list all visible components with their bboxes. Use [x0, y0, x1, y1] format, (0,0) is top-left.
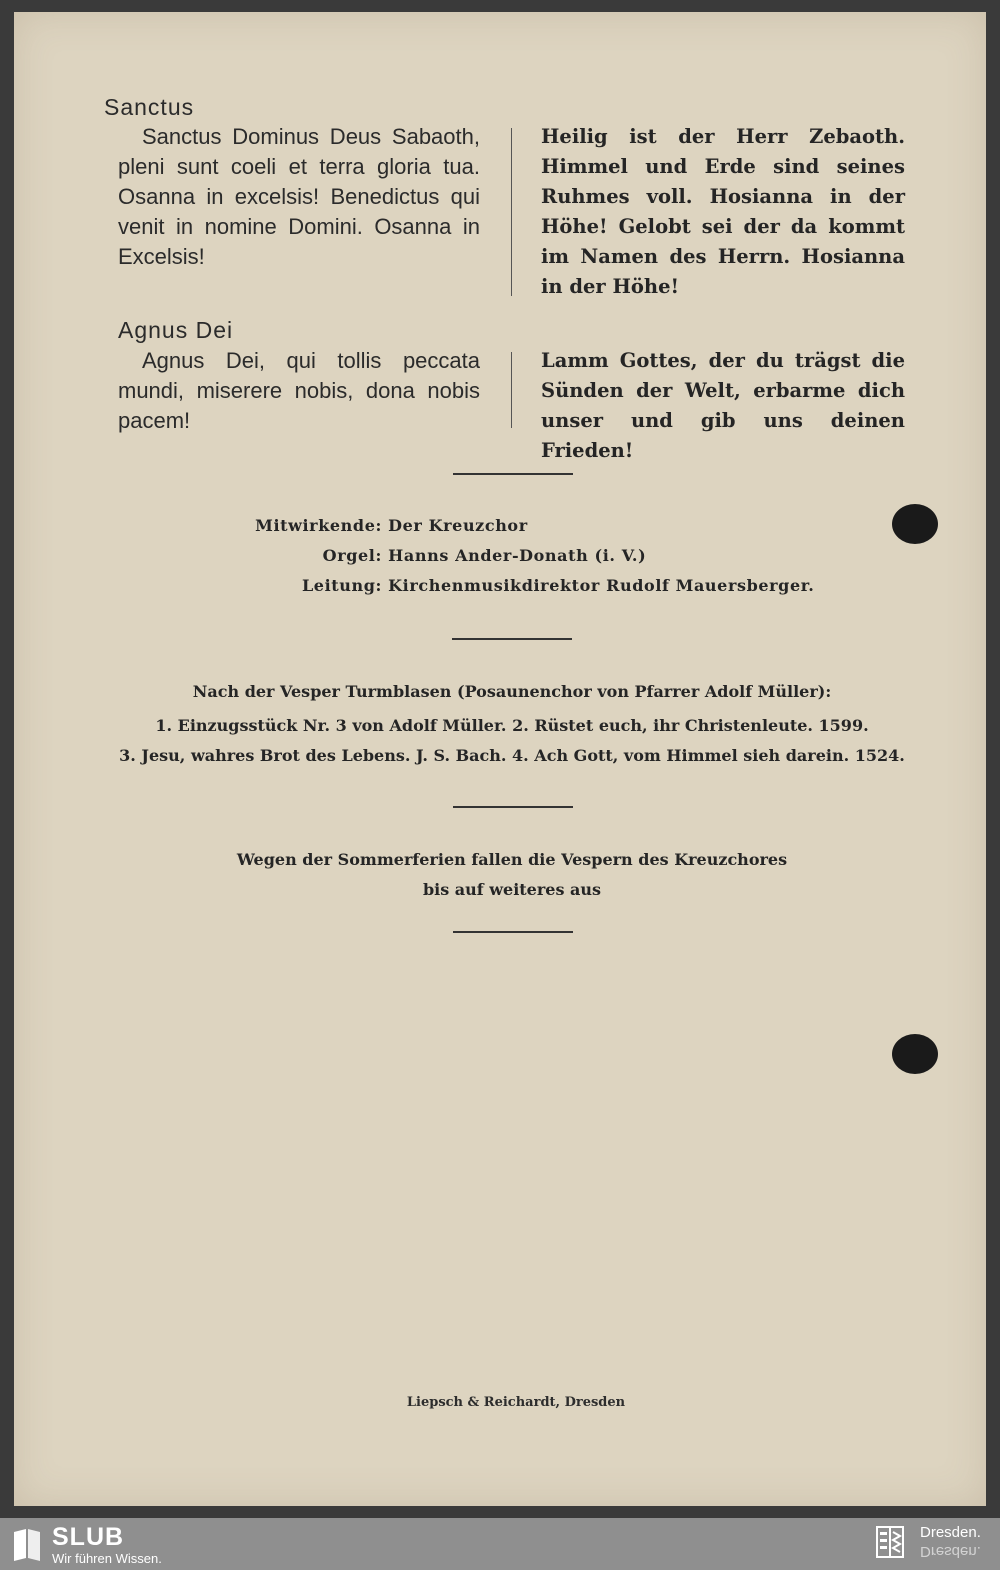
punch-hole	[892, 504, 938, 544]
slub-tagline: Wir führen Wissen.	[52, 1551, 162, 1566]
credit-label: Orgel:	[322, 546, 382, 565]
separator-rule	[452, 638, 572, 640]
sanctus-german-text: Heilig ist der Herr Zebaoth. Himmel und Erde sind seines Ruhmes voll. Hosianna in der Höhe! Gelobt sei der da kommt im Namen des Herrn. Hosianna in der Höhe!	[541, 125, 905, 298]
dresden-text-reflection: Dresden.	[920, 1543, 981, 1560]
credit-line	[138, 516, 528, 535]
viewer-footer	[0, 1518, 1000, 1570]
credit-label: Mitwirkende:	[255, 516, 382, 535]
printer-imprint: Liepsch & Reichardt, Dresden	[406, 1395, 626, 1410]
program-line: 3. Jesu, wahres Brot des Lebens. J. S. Bach. 4. Ach Gott, vom Himmel sieh darein. 1524.	[119, 746, 905, 765]
sanctus-heading: Sanctus	[104, 94, 195, 120]
dresden-wordmark	[920, 1524, 981, 1560]
notice-line: bis auf weiteres aus	[422, 880, 602, 899]
punch-hole	[892, 1034, 938, 1074]
credit-line	[138, 546, 646, 565]
agnus-heading: Agnus Dei	[118, 317, 234, 343]
separator-rule	[453, 931, 573, 933]
slub-name: SLUB	[52, 1523, 125, 1551]
credit-label: Leitung:	[301, 576, 382, 595]
notice-line: Wegen der Sommerferien fallen die Vespern des Kreuzchores	[236, 850, 788, 869]
agnus-latin-text: Agnus Dei, qui tollis peccata mundi, miserere nobis, dona nobis pacem!	[118, 348, 480, 433]
column-divider	[511, 352, 512, 428]
book-logo-icon	[12, 1526, 42, 1562]
sanctus-latin-text: Sanctus Dominus Deus Sabaoth, pleni sunt coeli et terra gloria tua. Osanna in excelsis! Benedictus qui venit in nomine Domini. Osanna in Excelsis!	[118, 124, 480, 269]
tower-blowing-intro: Nach der Vesper Turmblasen (Posaunenchor von Pfarrer Adolf Müller):	[192, 682, 832, 701]
program-line: 1. Einzugsstück Nr. 3 von Adolf Müller. 2. Rüstet euch, ihr Christenleute. 1599.	[155, 716, 869, 735]
credit-value: Der Kreuzchor	[388, 516, 528, 535]
credit-line	[138, 576, 814, 595]
column-divider	[511, 128, 512, 296]
dresden-text: Dresden.	[920, 1524, 981, 1541]
separator-rule	[453, 473, 573, 475]
city-crest-icon	[876, 1526, 904, 1560]
agnus-german-text: Lamm Gottes, der du trägst die Sünden der Welt, erbarme dich unser und gib uns deinen Frieden!	[541, 349, 905, 462]
credit-value: Kirchenmusikdirektor Rudolf Mauersberger.	[388, 576, 815, 595]
separator-rule	[453, 806, 573, 808]
credit-value: Hanns Ander-Donath (i. V.)	[388, 546, 647, 565]
